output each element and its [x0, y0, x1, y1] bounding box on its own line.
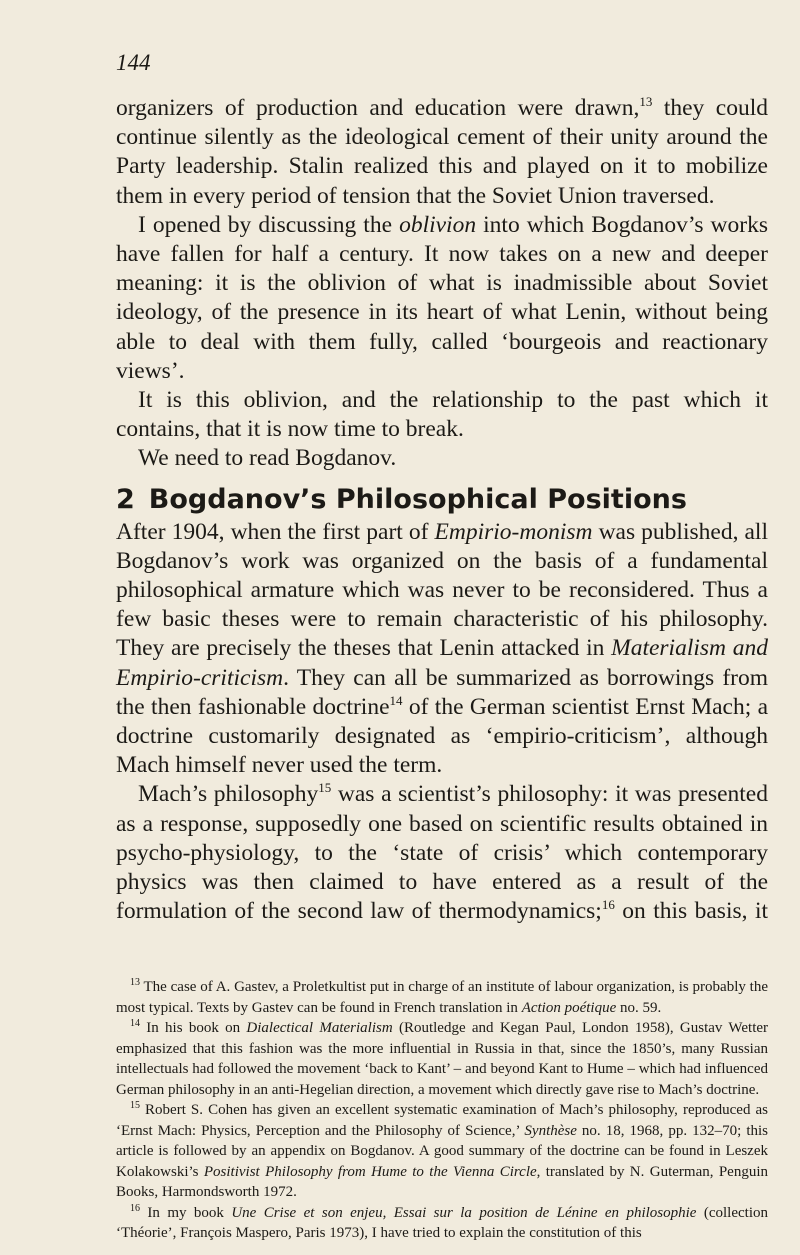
text-span: was published, all Bogdanov’s work was organized on the basis of a fundamental philosophical armature which was never to be reconsidered. Thus a few basic theses were to remain characteristic of his philosophy. They are precisely the theses that Lenin attacked in — [116, 518, 768, 662]
text-span: , translated by N. Guterman, Penguin Books, Harmondsworth 1972. — [116, 1163, 769, 1200]
text-span: of the German scientist Ernst Mach; a doctrine customarily designated as ‘empirio-criticism’, although Mach himself never used the term. — [116, 693, 769, 779]
text-span: on this basis, it — [614, 898, 768, 925]
emphasis: oblivion — [399, 211, 477, 238]
footnote-number: 14 — [130, 1018, 140, 1029]
paragraph — [116, 518, 768, 781]
text-span: Mach’s philosophy — [138, 781, 319, 808]
paragraph: We need to read Bogdanov. — [138, 445, 397, 472]
text-span: In his book on — [140, 1020, 247, 1036]
footnote-ref-16[interactable]: 16 — [601, 897, 615, 913]
emphasis: Une Crise et son enjeu, Essai sur la position de Lénine en philosophie — [231, 1204, 697, 1221]
emphasis: Positivist Philosophy from Hume to the Vienna Circle — [203, 1163, 537, 1180]
text-span: they could continue silently as the ideological cement of their unity around the Party leadership. Stalin realized this and played on it to mobilize them in every period of tension that the Soviet Union traversed. — [116, 95, 769, 209]
text-span: (Routledge and Kegan Paul, London 1958), Gustav Wetter emphasized that this fashion was the more influential in Russia in that, since the 1850’s, many Russian intellectuals had followed the movement ‘back to Kant’ – and beyond Kant to Hume – which had influenced German philosophy in an anti-Hegelian direction, a movement which directly gave rise to Mach’s doctrine. — [116, 1020, 769, 1098]
text-span: no. 59. — [616, 999, 662, 1016]
footnote-number: 15 — [130, 1100, 140, 1111]
text-span: into which Bogdanov’s works have fallen for half a century. It now takes on a new and deeper meaning: it is the oblivion of what is inadmissible about Soviet ideology, of the presence in its heart of what Lenin, without being able to deal with them fully, called ‘bourgeois and reactionary views’. — [116, 211, 768, 384]
page-number: 144 — [116, 50, 151, 75]
emphasis: Dialectical Materialism — [246, 1020, 393, 1036]
text-span: After 1904, when the first part of — [116, 518, 435, 545]
emphasis: Action poétique — [521, 999, 617, 1016]
footnotes — [116, 977, 768, 1244]
book-title: Materialism and Empirio-criticism — [116, 635, 768, 691]
text-span: organizers of production and education were drawn, — [116, 95, 640, 121]
text-span: . They can all be summarized as borrowings from the then fashionable doctrine — [116, 664, 768, 720]
footnote-number: 13 — [130, 977, 140, 988]
paragraph — [116, 211, 768, 386]
text-span: I opened by discussing the — [138, 211, 400, 238]
emphasis: Synthèse — [524, 1122, 577, 1139]
footnote-14 — [116, 1018, 768, 1100]
paragraph: It is this oblivion, and the relationship to the past which it contains, that it is now time to break. — [116, 387, 768, 443]
footnote-ref-14[interactable]: 14 — [389, 693, 403, 709]
footnote-13 — [116, 977, 768, 1018]
text-span: no. 18, 1968, pp. 132–70; this article is followed by an appendix on Bogdanov. A good summary of the doctrine can be found in Leszek Kolakowski’s — [116, 1122, 769, 1180]
text-span: The case of A. Gastev, a Proletkultist put in charge of an institute of labour organization, is probably the most typical. Texts by Gastev can be found in French translation in — [116, 979, 768, 1016]
body-text — [116, 94, 768, 926]
text-span: (collection ‘Théorie’, François Maspero, Paris 1973), I have tried to explain the constitution of this — [116, 1204, 769, 1241]
footnote-ref-13[interactable]: 13 — [639, 94, 653, 110]
text-span: was a scientist’s philosophy: it was presented as a response, supposedly one based on scientific results obtained in psycho-physiology, to the ‘state of crisis’ which contemporary physics was then claimed to have entered as a result of the formulation of the second law of thermodynamics; — [116, 781, 768, 925]
section-number: 2 — [116, 483, 135, 515]
text-span: Robert S. Cohen has given an excellent systematic examination of Mach’s philosophy, reproduced as ‘Ernst Mach: Physics, Perception and the Philosophy of Science,’ — [116, 1102, 768, 1139]
footnote-number: 16 — [130, 1202, 140, 1214]
paragraph — [116, 780, 768, 926]
footnote-16 — [116, 1203, 768, 1244]
footnote-15 — [116, 1100, 768, 1203]
book-title: Empirio-monism — [434, 518, 593, 545]
footnote-ref-15[interactable]: 15 — [318, 780, 332, 796]
text-span: In my book — [140, 1204, 232, 1221]
section-heading — [116, 484, 768, 516]
paragraph — [116, 94, 768, 211]
section-title: Bogdanov’s Philosophical Positions — [148, 483, 687, 515]
